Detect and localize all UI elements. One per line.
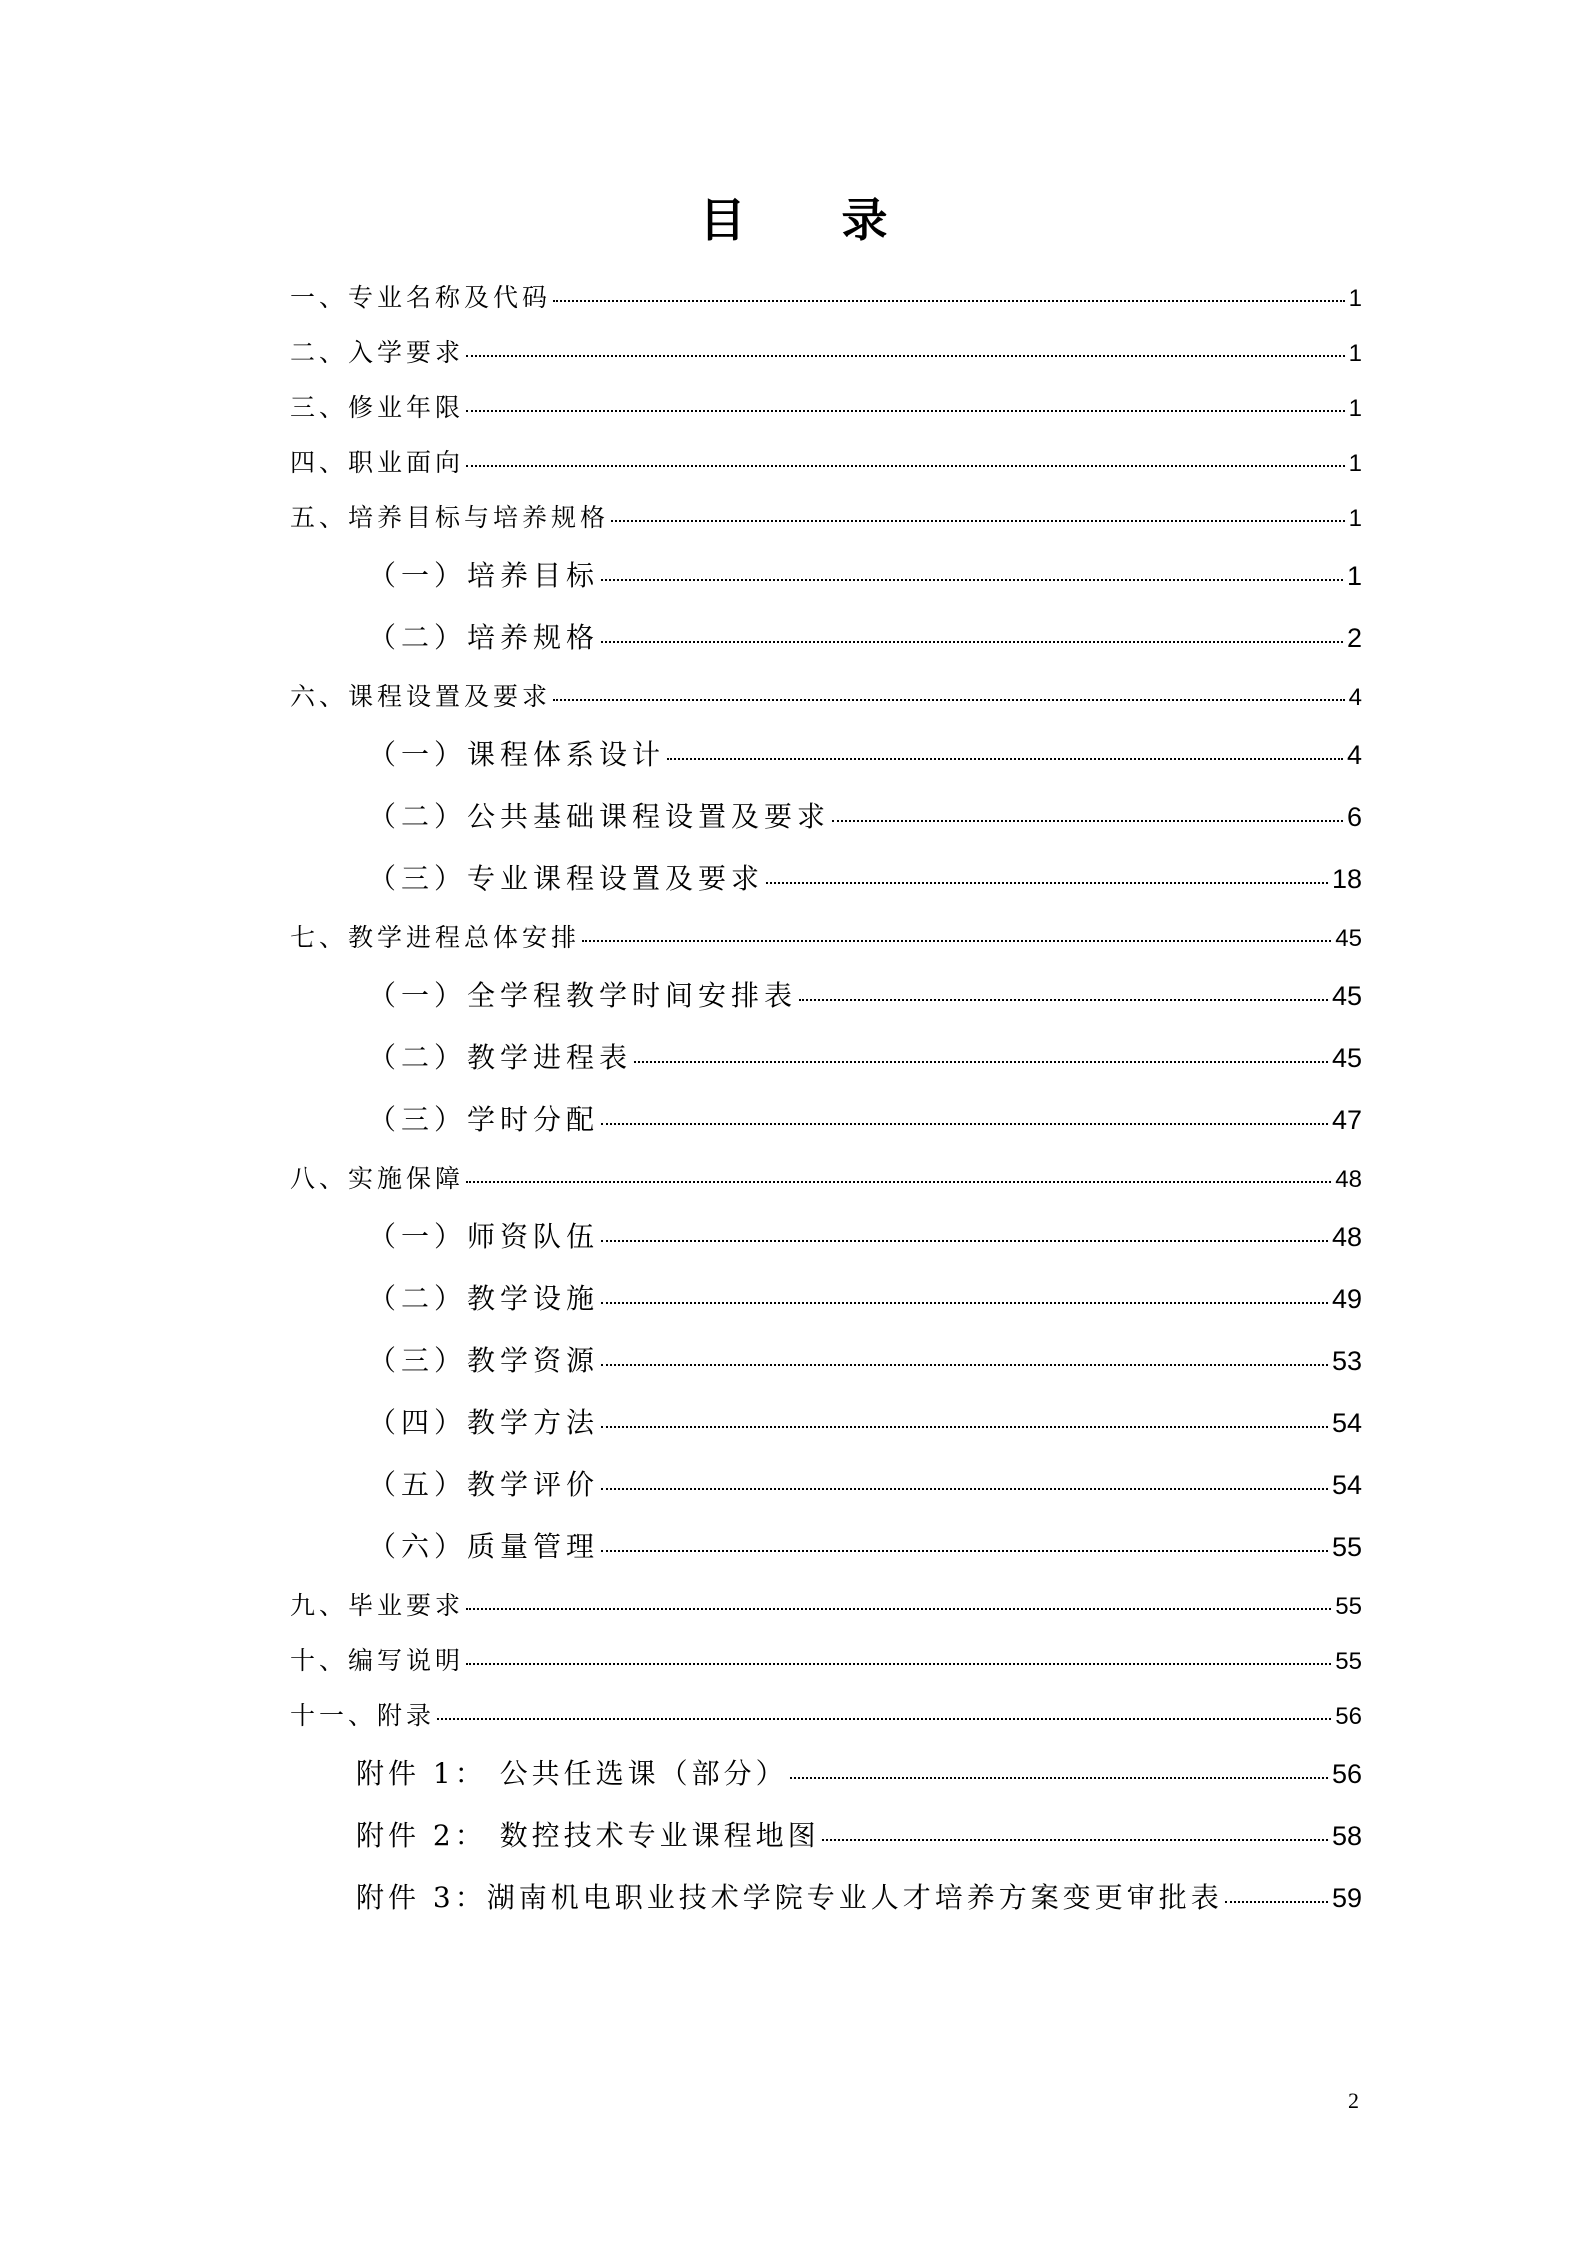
toc-dot-leader: [822, 1839, 1328, 1841]
toc-entry-title: 四、职业面向: [290, 448, 465, 477]
toc-entry[interactable]: [290, 1516, 1362, 1578]
toc-dot-leader: [1225, 1901, 1328, 1903]
toc-entry[interactable]: [290, 1743, 1362, 1805]
toc-entry-title: （五）教学评价: [368, 1468, 600, 1501]
toc-dot-leader: [601, 641, 1343, 643]
toc-dot-leader: [601, 1550, 1328, 1552]
toc-dot-leader: [553, 699, 1345, 701]
toc-entry-page: 48: [1331, 1222, 1362, 1252]
toc-dot-leader: [667, 758, 1343, 760]
toc-entry[interactable]: [290, 1454, 1362, 1516]
toc-entry-page: 56: [1335, 1703, 1362, 1730]
toc-entry-page: 45: [1331, 1043, 1362, 1073]
toc-entry-title: （三）专业课程设置及要求: [368, 862, 765, 895]
toc-entry[interactable]: [290, 270, 1362, 325]
toc-entry[interactable]: [290, 1867, 1362, 1929]
table-of-contents: [290, 270, 1362, 1929]
toc-entry-page: 59: [1331, 1883, 1362, 1913]
toc-entry-title: （二）教学进程表: [368, 1041, 633, 1074]
toc-entry[interactable]: [290, 1206, 1362, 1268]
toc-dot-leader: [832, 820, 1343, 822]
toc-entry[interactable]: [290, 325, 1362, 380]
toc-entry-page: 54: [1331, 1408, 1362, 1438]
page-number: 2: [1348, 2088, 1359, 2113]
toc-dot-leader: [799, 999, 1328, 1001]
toc-entry-title: （二）培养规格: [368, 621, 600, 654]
toc-entry[interactable]: [290, 786, 1362, 848]
toc-entry-page: 55: [1335, 1593, 1362, 1620]
toc-entry[interactable]: [290, 848, 1362, 910]
toc-entry-page: 54: [1331, 1470, 1362, 1500]
toc-entry-page: 55: [1335, 1648, 1362, 1675]
toc-dot-leader: [466, 1608, 1331, 1610]
toc-entry[interactable]: [290, 1633, 1362, 1688]
toc-entry-page: 49: [1331, 1284, 1362, 1314]
toc-entry-page: 18: [1331, 864, 1362, 894]
toc-entry-page: 45: [1331, 981, 1362, 1011]
toc-entry[interactable]: [290, 1151, 1362, 1206]
toc-dot-leader: [601, 1302, 1328, 1304]
toc-entry-page: 56: [1331, 1759, 1362, 1789]
toc-entry[interactable]: [290, 380, 1362, 435]
toc-entry-page: 48: [1335, 1166, 1362, 1193]
toc-entry-title: （三）学时分配: [368, 1103, 600, 1136]
toc-entry-title: 一、专业名称及代码: [290, 283, 552, 312]
toc-dot-leader: [466, 355, 1345, 357]
toc-dot-leader: [601, 1488, 1328, 1490]
toc-entry-title: 五、培养目标与培养规格: [290, 503, 610, 532]
toc-entry[interactable]: [290, 1578, 1362, 1633]
toc-entry[interactable]: [290, 1330, 1362, 1392]
toc-entry-title: （二）公共基础课程设置及要求: [368, 800, 831, 833]
toc-dot-leader: [466, 1181, 1331, 1183]
toc-entry-page: 1: [1348, 450, 1362, 477]
toc-entry-title: 七、教学进程总体安排: [290, 923, 581, 952]
toc-dot-leader: [466, 1663, 1331, 1665]
toc-entry-page: 1: [1348, 395, 1362, 422]
toc-entry-title: 十、编写说明: [290, 1646, 465, 1675]
toc-entry[interactable]: [290, 1688, 1362, 1743]
toc-dot-leader: [601, 1123, 1328, 1125]
toc-entry-page: 1: [1346, 561, 1362, 591]
toc-entry-page: 1: [1348, 340, 1362, 367]
toc-entry-title: （一）师资队伍: [368, 1220, 600, 1253]
toc-entry-page: 58: [1331, 1821, 1362, 1851]
toc-entry[interactable]: [290, 490, 1362, 545]
toc-dot-leader: [634, 1061, 1328, 1063]
toc-entry-title: 三、修业年限: [290, 393, 465, 422]
toc-entry-title: （三）教学资源: [368, 1344, 600, 1377]
toc-entry[interactable]: [290, 910, 1362, 965]
toc-entry-title: （一）课程体系设计: [368, 738, 666, 771]
toc-dot-leader: [611, 520, 1345, 522]
toc-entry-page: 1: [1348, 285, 1362, 312]
toc-entry-title: （二）教学设施: [368, 1282, 600, 1315]
toc-dot-leader: [601, 1240, 1328, 1242]
toc-entry-title: 八、实施保障: [290, 1164, 465, 1193]
toc-dot-leader: [553, 300, 1345, 302]
toc-dot-leader: [466, 465, 1345, 467]
page-title: 目 录: [699, 193, 928, 247]
toc-entry-title: 二、入学要求: [290, 338, 465, 367]
toc-entry[interactable]: [290, 1089, 1362, 1151]
toc-dot-leader: [766, 882, 1328, 884]
toc-entry-page: 53: [1331, 1346, 1362, 1376]
toc-entry[interactable]: [290, 1027, 1362, 1089]
toc-entry[interactable]: [290, 607, 1362, 669]
toc-entry-page: 4: [1348, 684, 1362, 711]
toc-entry-title: （一）培养目标: [368, 559, 600, 592]
toc-dot-leader: [790, 1777, 1328, 1779]
toc-entry-page: 6: [1346, 802, 1362, 832]
toc-entry-title: 附件 3：湖南机电职业技术学院专业人才培养方案变更审批表: [356, 1881, 1223, 1914]
toc-entry[interactable]: [290, 724, 1362, 786]
toc-dot-leader: [601, 579, 1343, 581]
toc-entry[interactable]: [290, 669, 1362, 724]
toc-entry-page: 1: [1348, 505, 1362, 532]
toc-entry-title: 附件 1： 公共任选课（部分）: [356, 1757, 788, 1790]
toc-entry-title: 十一、附录: [290, 1701, 436, 1730]
toc-entry[interactable]: [290, 1268, 1362, 1330]
toc-entry-title: 九、毕业要求: [290, 1591, 465, 1620]
toc-entry-title: 附件 2： 数控技术专业课程地图: [356, 1819, 820, 1852]
toc-entry-title: （六）质量管理: [368, 1530, 600, 1563]
toc-dot-leader: [601, 1364, 1328, 1366]
toc-entry[interactable]: [290, 1392, 1362, 1454]
toc-entry-title: （一）全学程教学时间安排表: [368, 979, 798, 1012]
toc-entry-page: 45: [1335, 925, 1362, 952]
toc-entry-title: 六、课程设置及要求: [290, 682, 552, 711]
toc-dot-leader: [437, 1718, 1331, 1720]
toc-entry-page: 4: [1346, 740, 1362, 770]
toc-entry-page: 2: [1346, 623, 1362, 653]
toc-entry[interactable]: [290, 965, 1362, 1027]
toc-entry-page: 55: [1331, 1532, 1362, 1562]
toc-entry-title: （四）教学方法: [368, 1406, 600, 1439]
toc-entry[interactable]: [290, 435, 1362, 490]
toc-dot-leader: [601, 1426, 1328, 1428]
toc-entry-page: 47: [1331, 1105, 1362, 1135]
toc-entry[interactable]: [290, 1805, 1362, 1867]
toc-dot-leader: [466, 410, 1345, 412]
toc-entry[interactable]: [290, 545, 1362, 607]
toc-dot-leader: [582, 940, 1331, 942]
